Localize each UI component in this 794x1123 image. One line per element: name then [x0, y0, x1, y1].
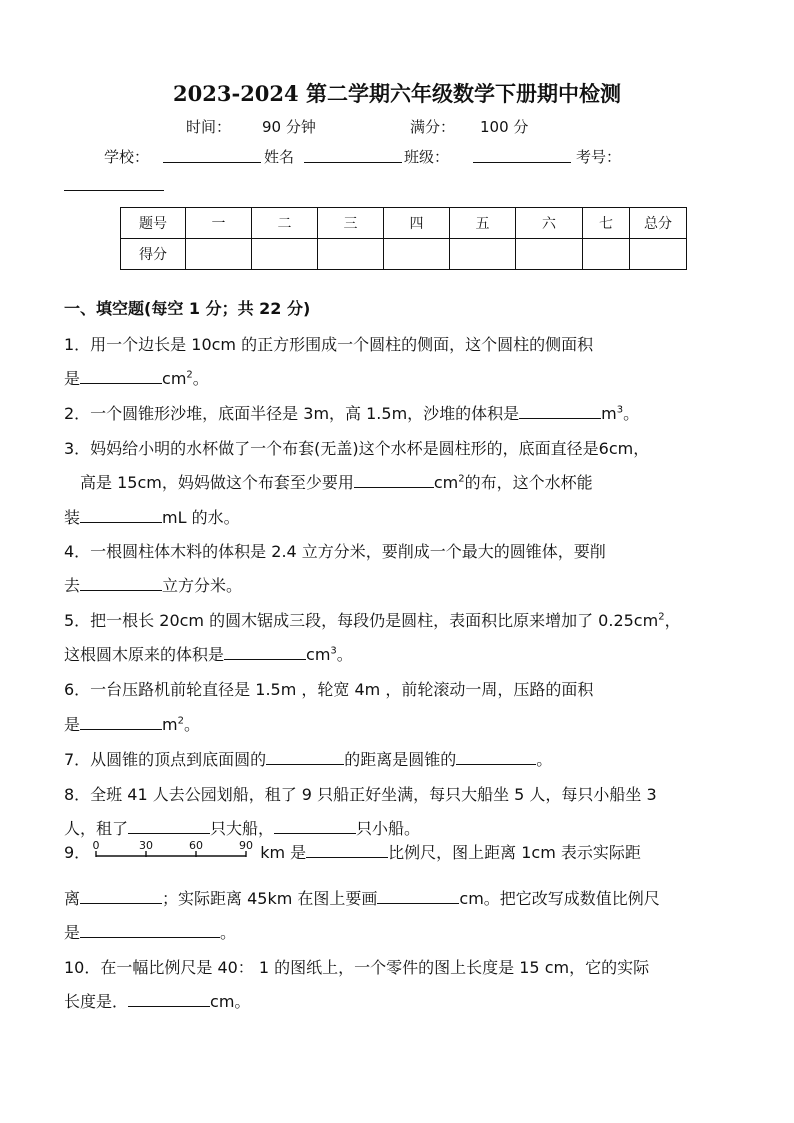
question-1-line-2: [64, 366, 209, 389]
q8-big-boat-blank[interactable]: [128, 819, 210, 834]
q3-volume-blank[interactable]: [80, 508, 162, 523]
q9-prefix: 离: [64, 889, 81, 908]
class-label: 班级：: [404, 148, 450, 166]
score-table-header: 六: [516, 208, 583, 239]
time-label: 时间：: [186, 118, 232, 136]
q9-actual-distance-blank[interactable]: [80, 889, 162, 904]
score-row-label: 得分: [121, 239, 186, 270]
q3-prefix: 装: [64, 508, 81, 527]
q3-cloth-blank[interactable]: [354, 473, 434, 488]
scale-tick-label: 90: [239, 840, 254, 852]
question-8-line-1: 8．全班 41 人去公园划船，租了 9 只船正好坐满，每只大船坐 5 人，每只小船坐 3: [64, 785, 657, 804]
scale-tick-label: 30: [139, 840, 154, 852]
scale-tick-label: 0: [92, 840, 100, 852]
q2-end: 。: [623, 404, 640, 423]
time-value: 90 分钟: [262, 118, 316, 136]
q5-unit-sup-2: 3: [330, 645, 337, 657]
q9-km: km 是: [260, 843, 307, 862]
score-cell[interactable]: [583, 239, 630, 270]
question-4-line-1: 4．一根圆柱体木料的体积是 2.4 立方分米，要削成一个最大的圆锥体，要削: [64, 542, 606, 561]
q4-prefix: 去: [64, 576, 81, 595]
q1-unit-sup: 2: [186, 369, 193, 381]
question-3-line-3: [64, 505, 240, 528]
question-9-line-3: [64, 920, 236, 943]
q8-mid: 只大船，: [210, 819, 275, 838]
question-10-line-2: [64, 989, 250, 1012]
q9-ratio-blank[interactable]: [80, 923, 220, 938]
score-table-header: 五: [450, 208, 516, 239]
q3-text: 高是 15cm，妈妈做这个布套至少要用: [80, 473, 354, 492]
q8-end: 只小船。: [356, 819, 421, 838]
q1-end: 。: [192, 369, 209, 388]
q7-end: 。: [536, 750, 553, 769]
q1-unit: cm: [162, 369, 187, 388]
q5-comma: ，: [664, 611, 681, 630]
score-cell[interactable]: [252, 239, 318, 270]
q1-answer-blank[interactable]: [80, 369, 162, 384]
q8-small-boat-blank[interactable]: [274, 819, 356, 834]
q9-text: 比例尺，图上距离 1cm 表示实际距: [388, 843, 641, 862]
q10-answer-blank[interactable]: [128, 992, 210, 1007]
q5-unit: cm: [306, 645, 331, 664]
score-cell[interactable]: [516, 239, 583, 270]
question-6-line-2: [64, 712, 200, 735]
score-table-header: 二: [252, 208, 318, 239]
score-label: 满分：: [410, 118, 456, 136]
q5-text: 5．把一根长 20cm 的圆木锯成三段，每段仍是圆柱，表面积比原来增加了 0.25cm: [64, 611, 659, 630]
question-3-line-1: 3．妈妈给小明的水杯做了一个布套(无盖)这个水杯是圆柱形的，底面直径是6cm，: [64, 439, 650, 458]
q7-blank-2[interactable]: [456, 750, 536, 765]
score-cell[interactable]: [318, 239, 384, 270]
score-table-header: 一: [186, 208, 252, 239]
score-table-header-row: [121, 208, 687, 239]
question-9-line-1: [64, 840, 641, 863]
school-label: 学校：: [104, 148, 150, 166]
q5-answer-blank[interactable]: [224, 645, 306, 660]
question-8-line-2: [64, 816, 420, 839]
q7-text: 7．从圆锥的顶点到底面圆的: [64, 750, 267, 769]
exam-no-label: 考号：: [576, 148, 622, 166]
q9-mid: ；实际距离 45km 在图上要画: [162, 889, 378, 908]
q9-ratio-end: 。: [220, 923, 237, 942]
score-cell[interactable]: [630, 239, 687, 270]
q9-ratio-prefix: 是: [64, 923, 81, 942]
q3-unit: cm: [433, 473, 459, 492]
q2-answer-blank[interactable]: [519, 404, 601, 419]
question-6-line-1: 6．一台压路机前轮直径是 1.5m ，轮宽 4m ，前轮滚动一周，压路的面积: [64, 680, 594, 699]
section-title: 一、填空题(每空 1 分；共 22 分): [64, 299, 311, 318]
q3-unit-sup: 2: [458, 473, 465, 485]
q3-mid: 的布，这个水杯能: [464, 473, 593, 492]
page-title: 2023-2024 第二学期六年级数学下册期中检测: [173, 81, 621, 106]
q6-answer-blank[interactable]: [80, 715, 162, 730]
question-2: [64, 401, 639, 424]
q1-prefix: 是: [64, 369, 81, 388]
q6-unit: m: [162, 715, 178, 734]
q6-prefix: 是: [64, 715, 81, 734]
q2-unit: m: [601, 404, 617, 423]
question-5-line-1: [64, 608, 681, 631]
question-9-line-2: [64, 886, 660, 909]
q10-prefix: 长度是．: [64, 992, 129, 1011]
q2-text: 2．一个圆锥形沙堆，底面半径是 3m，高 1.5m，沙堆的体积是: [64, 404, 520, 423]
q6-unit-sup: 2: [177, 715, 184, 727]
q10-end: cm。: [210, 992, 251, 1011]
question-10-line-1: 10．在一幅比例尺是 40： 1 的图纸上，一个零件的图上长度是 15 cm，它的实际: [64, 958, 650, 977]
question-4-line-2: [64, 573, 242, 596]
q4-end: 立方分米。: [162, 576, 243, 595]
score-table-header: 七: [583, 208, 630, 239]
q3-end: mL 的水。: [162, 508, 240, 527]
score-table-header: 题号: [121, 208, 186, 239]
q6-end: 。: [183, 715, 200, 734]
score-table-header: 总分: [630, 208, 687, 239]
score-table-header: 三: [318, 208, 384, 239]
q7-blank-1[interactable]: [266, 750, 344, 765]
q7-mid: 的距离是圆锥的: [344, 750, 457, 769]
q5-prefix: 这根圆木原来的体积是: [64, 645, 225, 664]
question-7: [64, 747, 552, 770]
q4-answer-blank[interactable]: [80, 576, 162, 591]
q5-unit-sup: 2: [658, 611, 665, 623]
score-table-header: 四: [384, 208, 450, 239]
question-3-line-2: [80, 470, 593, 493]
q2-unit-sup: 3: [616, 404, 624, 416]
question-5-line-2: [64, 642, 353, 665]
q9-scale-type-blank[interactable]: [306, 843, 388, 858]
score-value: 100 分: [480, 118, 529, 136]
q9-map-length-blank[interactable]: [377, 889, 459, 904]
score-cell[interactable]: [186, 239, 252, 270]
scale-bar-icon: [90, 840, 260, 862]
question-1-line-1: 1．用一个边长是 10cm 的正方形围成一个圆柱的侧面，这个圆柱的侧面积: [64, 335, 594, 354]
name-label: 姓名: [264, 148, 295, 166]
q9-end: cm。把它改写成数值比例尺: [459, 889, 660, 908]
scale-tick-label: 60: [189, 840, 204, 852]
score-cell[interactable]: [450, 239, 516, 270]
q5-end: 。: [336, 645, 353, 664]
score-table-row: [121, 239, 687, 270]
score-table: [120, 207, 687, 270]
score-cell[interactable]: [384, 239, 450, 270]
q8-prefix: 人，租了: [64, 819, 129, 838]
q9-number: 9．: [64, 843, 91, 862]
